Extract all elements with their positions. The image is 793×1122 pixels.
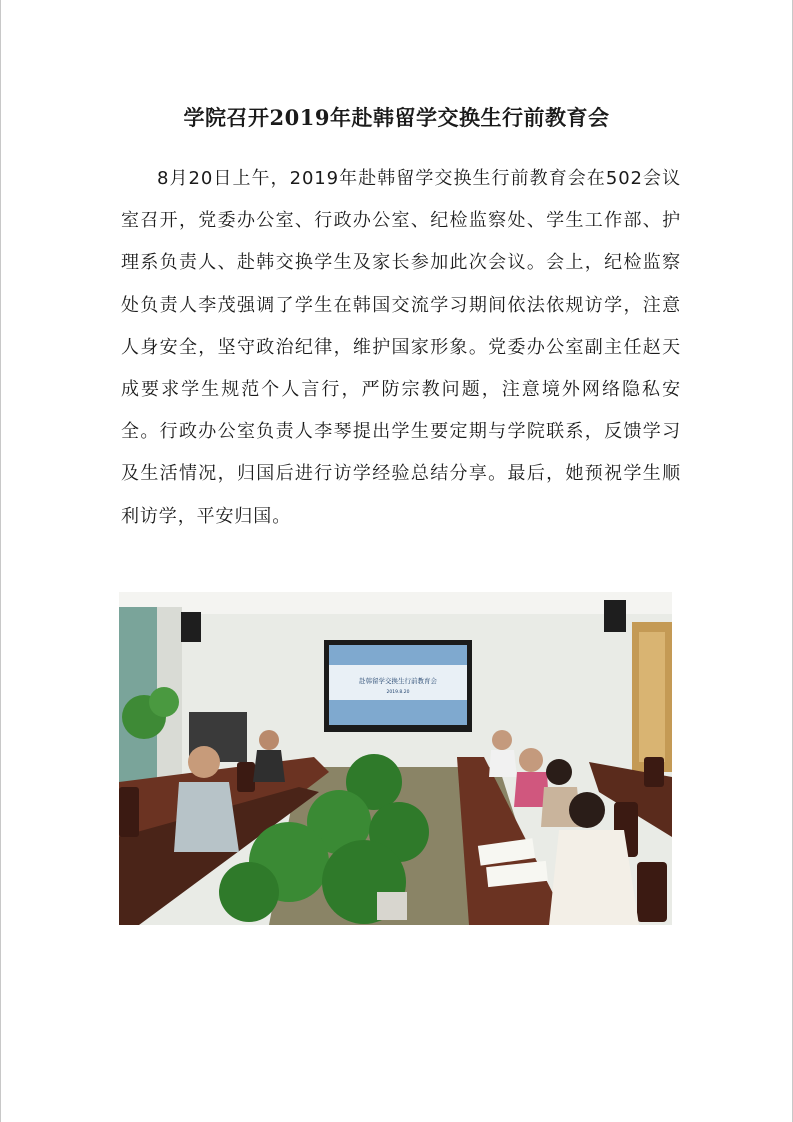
photo-person-right-1	[492, 730, 512, 750]
photo-person-woman-left	[259, 730, 279, 750]
document-title: 学院召开2019年赴韩留学交换生行前教育会	[183, 105, 610, 130]
photo-screen-title: 赴韩留学交换生行前教育会	[359, 677, 437, 685]
document-paragraph: 8月20日上午，2019年赴韩留学交换生行前教育会在502会议室召开，党委办公室、行政办公室、纪检监察处、学生工作部、护理系负责人、赴韩交换学生及家长参加此次会议。会上，纪检监察处负责人李茂强调了学生在韩国交流学习期间依法依规访学，注意人身安全，坚守政治纪律，维护国家形象。党委办公室副主任赵天成要求学生规范个人言行，严防宗教问题，注意境外网络隐私安全。行政办公室负责人李琴提出学生要定期与学院联系，反馈学习及生活情况，归国后进行访学经验总结分享。最后，她预祝学生顺利访学，平安归国。	[121, 168, 681, 527]
photo-chair	[637, 862, 667, 922]
photo-ceiling	[119, 592, 672, 614]
photo-speaker-right	[604, 600, 626, 632]
meeting-photo	[119, 592, 672, 925]
photo-person-man	[188, 746, 220, 778]
photo-speaker-left	[181, 612, 201, 642]
photo-person-right-front	[569, 792, 605, 828]
photo-screen-date: 2019.8.20	[386, 690, 410, 695]
